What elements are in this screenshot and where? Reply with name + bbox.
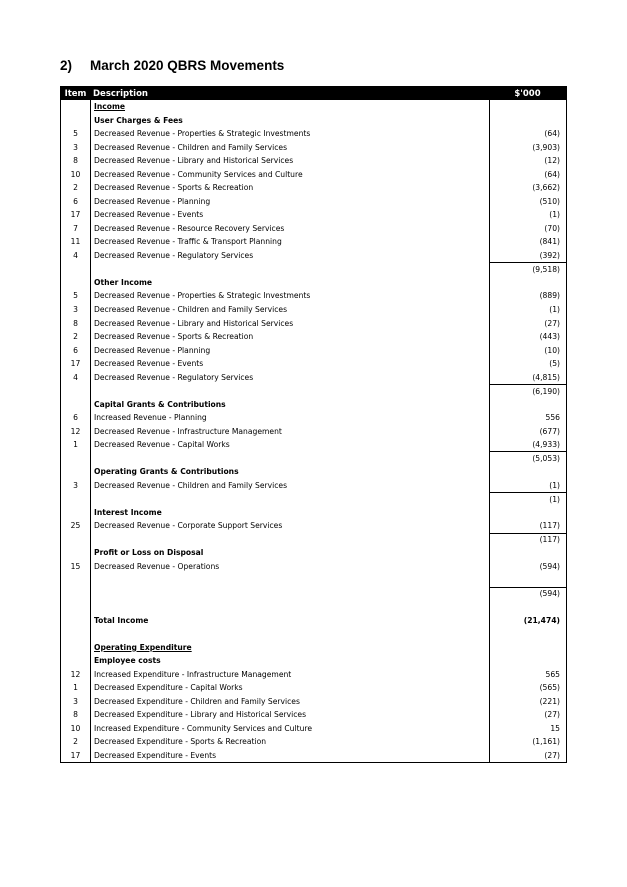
description-cell [90, 451, 489, 465]
amount-cell: (64) [489, 127, 566, 141]
table-row [61, 343, 566, 357]
amount-cell: (594) [489, 587, 566, 601]
amount-cell: (117) [489, 519, 566, 533]
description-cell [90, 600, 489, 614]
description-cell: Decreased Revenue - Library and Historical Services [90, 316, 489, 330]
description-cell [90, 492, 489, 506]
table-row [61, 438, 566, 452]
table-row [61, 262, 566, 276]
description-cell: Decreased Revenue - Community Services and Culture [90, 168, 489, 182]
item-cell [61, 573, 90, 587]
item-cell: 6 [73, 196, 78, 206]
table-row [61, 127, 566, 141]
item-cell [61, 100, 90, 114]
header-amount: $'000 [514, 88, 541, 99]
description-cell: Decreased Revenue - Properties & Strategic Investments [90, 289, 489, 303]
table-row [61, 695, 566, 709]
description-cell: Decreased Revenue - Infrastructure Management [90, 424, 489, 438]
description-cell: User Charges & Fees [90, 114, 489, 128]
amount-cell [489, 627, 566, 641]
amount-cell [489, 114, 566, 128]
amount-cell: (117) [489, 533, 566, 547]
amount-cell: (5) [489, 357, 566, 371]
description-cell: Decreased Revenue - Capital Works [90, 438, 489, 452]
amount-cell: 15 [489, 722, 566, 736]
table-row [61, 668, 566, 682]
amount-cell: (565) [489, 681, 566, 695]
item-cell: 2 [73, 332, 78, 342]
amount-cell: (677) [489, 424, 566, 438]
description-cell: Operating Expenditure [90, 641, 489, 655]
description-cell [90, 533, 489, 547]
item-cell [61, 600, 90, 614]
item-cell: 10 [70, 169, 81, 179]
description-cell: Capital Grants & Contributions [90, 397, 489, 411]
table-row [61, 276, 566, 290]
item-cell: 6 [73, 345, 78, 355]
table-row [61, 560, 566, 574]
table-row [61, 424, 566, 438]
item-cell: 25 [70, 521, 81, 531]
amount-cell [489, 641, 566, 655]
table-row [61, 533, 566, 547]
amount-cell [489, 505, 566, 519]
item-cell: 10 [70, 723, 81, 733]
description-cell: Decreased Revenue - Traffic & Transport Planning [90, 235, 489, 249]
item-cell: 1 [73, 440, 78, 450]
table-row [61, 168, 566, 182]
description-cell [90, 384, 489, 398]
description-cell: Decreased Revenue - Resource Recovery Services [90, 222, 489, 236]
amount-cell [489, 397, 566, 411]
description-cell: Decreased Revenue - Corporate Support Services [90, 519, 489, 533]
table-row [61, 208, 566, 222]
description-cell: Decreased Revenue - Planning [90, 343, 489, 357]
description-cell: Decreased Revenue - Events [90, 208, 489, 222]
table-row [61, 222, 566, 236]
table-row [61, 100, 566, 114]
item-cell: 3 [73, 142, 78, 152]
item-cell [61, 654, 90, 668]
amount-cell [489, 465, 566, 479]
item-cell: 7 [73, 223, 78, 233]
item-cell: 8 [73, 156, 78, 166]
table-row [61, 114, 566, 128]
item-cell: 5 [73, 129, 78, 139]
qbrs-movements-table [60, 86, 567, 763]
item-cell: 17 [70, 210, 81, 220]
amount-cell [489, 276, 566, 290]
amount-cell: 556 [489, 411, 566, 425]
amount-cell [489, 100, 566, 114]
description-cell: Income [90, 100, 489, 114]
amount-cell: (392) [489, 249, 566, 263]
description-cell: Increased Revenue - Planning [90, 411, 489, 425]
item-cell: 2 [73, 737, 78, 747]
amount-cell: 565 [489, 668, 566, 682]
item-cell [61, 641, 90, 655]
amount-cell: (27) [489, 316, 566, 330]
amount-cell: (1,161) [489, 735, 566, 749]
description-cell: Decreased Revenue - Children and Family Services [90, 478, 489, 492]
amount-cell: (27) [489, 708, 566, 722]
item-cell [61, 397, 90, 411]
description-cell: Operating Grants & Contributions [90, 465, 489, 479]
table-row [61, 722, 566, 736]
table-body [61, 100, 566, 762]
table-row [61, 749, 566, 763]
description-cell: Decreased Expenditure - Children and Family Services [90, 695, 489, 709]
amount-cell: (12) [489, 154, 566, 168]
amount-cell: (70) [489, 222, 566, 236]
description-cell: Decreased Revenue - Regulatory Services [90, 370, 489, 384]
description-cell: Decreased Revenue - Sports & Recreation [90, 330, 489, 344]
item-cell: 4 [73, 372, 78, 382]
description-cell: Decreased Revenue - Regulatory Services [90, 249, 489, 263]
table-row [61, 492, 566, 506]
item-cell: 17 [70, 359, 81, 369]
item-cell [61, 276, 90, 290]
description-cell: Decreased Expenditure - Capital Works [90, 681, 489, 695]
description-cell: Decreased Revenue - Events [90, 357, 489, 371]
table-row [61, 289, 566, 303]
table-row [61, 708, 566, 722]
amount-cell: (221) [489, 695, 566, 709]
table-row [61, 614, 566, 628]
description-cell: Decreased Revenue - Library and Historical Services [90, 154, 489, 168]
item-cell [61, 492, 90, 506]
description-cell: Employee costs [90, 654, 489, 668]
description-cell: Decreased Expenditure - Sports & Recreation [90, 735, 489, 749]
table-row [61, 141, 566, 155]
amount-cell: (9,518) [489, 262, 566, 276]
table-row [61, 627, 566, 641]
description-cell: Decreased Revenue - Planning [90, 195, 489, 209]
item-cell [61, 587, 90, 601]
table-row [61, 641, 566, 655]
amount-cell: (889) [489, 289, 566, 303]
table-row [61, 478, 566, 492]
table-row [61, 681, 566, 695]
table-row [61, 411, 566, 425]
item-cell: 3 [73, 480, 78, 490]
item-cell: 8 [73, 318, 78, 328]
amount-cell: (1) [489, 478, 566, 492]
amount-cell: (3,903) [489, 141, 566, 155]
item-cell [61, 114, 90, 128]
description-cell: Decreased Revenue - Operations [90, 560, 489, 574]
item-cell [61, 533, 90, 547]
table-row [61, 370, 566, 384]
table-row [61, 357, 566, 371]
description-cell: Other Income [90, 276, 489, 290]
item-cell: 5 [73, 291, 78, 301]
item-cell [61, 627, 90, 641]
table-row [61, 735, 566, 749]
amount-cell: (3,662) [489, 181, 566, 195]
item-cell [61, 384, 90, 398]
table-row [61, 505, 566, 519]
amount-cell: (10) [489, 343, 566, 357]
item-cell: 1 [73, 683, 78, 693]
table-row [61, 451, 566, 465]
description-cell [90, 627, 489, 641]
amount-cell: (443) [489, 330, 566, 344]
item-cell: 12 [70, 426, 81, 436]
table-row [61, 235, 566, 249]
section-number: 2) [60, 58, 73, 73]
amount-cell: (6,190) [489, 384, 566, 398]
description-cell: Decreased Revenue - Sports & Recreation [90, 181, 489, 195]
description-cell: Increased Expenditure - Infrastructure Management [90, 668, 489, 682]
description-cell: Total Income [90, 614, 489, 628]
item-cell: 8 [73, 710, 78, 720]
table-row [61, 573, 566, 587]
header-item: Item [64, 88, 87, 99]
description-cell: Decreased Expenditure - Events [90, 749, 489, 763]
item-cell: 3 [73, 696, 78, 706]
amount-cell [489, 573, 566, 587]
table-row [61, 330, 566, 344]
amount-cell: (1) [489, 303, 566, 317]
description-cell: Decreased Expenditure - Library and Historical Services [90, 708, 489, 722]
item-cell: 3 [73, 304, 78, 314]
table-row [61, 195, 566, 209]
table-row [61, 316, 566, 330]
amount-cell: (21,474) [489, 614, 566, 628]
description-cell: Decreased Revenue - Children and Family Services [90, 141, 489, 155]
amount-cell [489, 654, 566, 668]
amount-cell: (5,053) [489, 451, 566, 465]
section-title: March 2020 QBRS Movements [90, 58, 285, 73]
description-cell: Decreased Revenue - Properties & Strategic Investments [90, 127, 489, 141]
description-cell [90, 262, 489, 276]
table-row [61, 249, 566, 263]
item-cell: 2 [73, 183, 78, 193]
table-row [61, 587, 566, 601]
description-cell: Interest Income [90, 505, 489, 519]
item-cell [61, 451, 90, 465]
table-row [61, 600, 566, 614]
table-row [61, 181, 566, 195]
item-cell: 12 [70, 669, 81, 679]
table-row [61, 397, 566, 411]
amount-cell: (4,933) [489, 438, 566, 452]
table-row [61, 654, 566, 668]
item-cell [61, 614, 90, 628]
amount-cell [489, 546, 566, 560]
description-cell: Decreased Revenue - Children and Family Services [90, 303, 489, 317]
table-header [61, 87, 566, 100]
amount-cell: (1) [489, 208, 566, 222]
item-cell [61, 465, 90, 479]
header-description: Description [93, 88, 148, 99]
description-cell: Increased Expenditure - Community Services and Culture [90, 722, 489, 736]
amount-cell [489, 600, 566, 614]
table-row [61, 465, 566, 479]
item-cell: 15 [70, 561, 81, 571]
amount-cell: (64) [489, 168, 566, 182]
table-row [61, 519, 566, 533]
amount-cell: (594) [489, 560, 566, 574]
table-row [61, 154, 566, 168]
item-cell: 11 [70, 237, 81, 247]
item-cell: 4 [73, 250, 78, 260]
amount-cell: (4,815) [489, 370, 566, 384]
item-cell [61, 505, 90, 519]
table-row [61, 303, 566, 317]
amount-cell: (510) [489, 195, 566, 209]
amount-cell: (841) [489, 235, 566, 249]
table-row [61, 546, 566, 560]
description-cell: Profit or Loss on Disposal [90, 546, 489, 560]
item-cell: 6 [73, 413, 78, 423]
amount-cell: (1) [489, 492, 566, 506]
item-cell: 17 [70, 751, 81, 760]
table-row [61, 384, 566, 398]
amount-cell: (27) [489, 749, 566, 763]
item-cell [61, 262, 90, 276]
description-cell [90, 573, 489, 587]
item-cell [61, 546, 90, 560]
description-cell [90, 587, 489, 601]
